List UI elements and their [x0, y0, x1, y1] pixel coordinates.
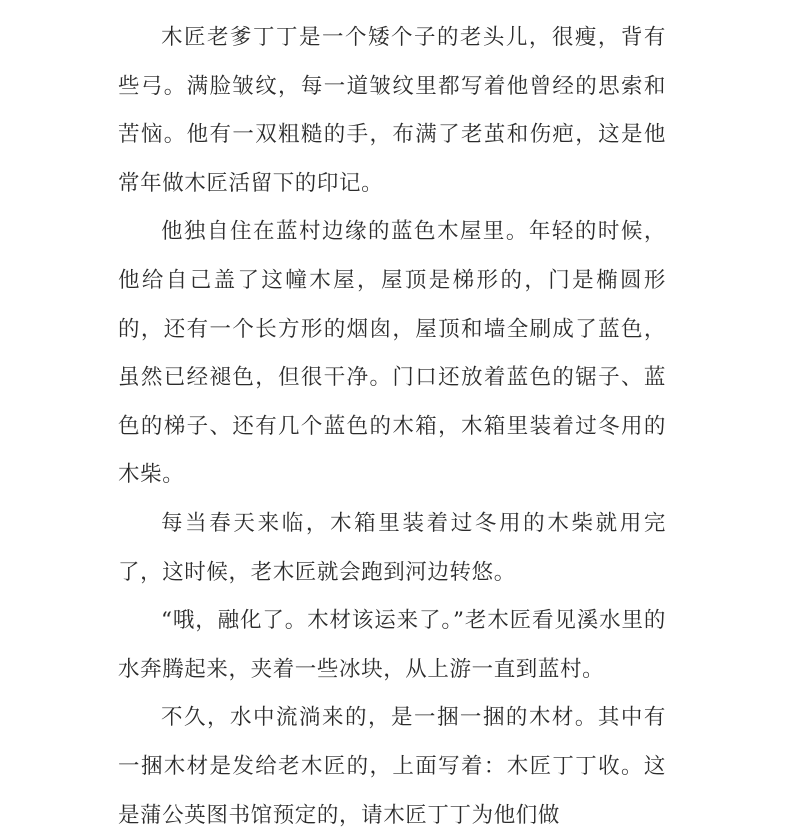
- paragraph-5: 不久，水中流淌来的，是一捆一捆的木材。其中有一捆木材是发给老木匠的，上面写着：木匠丁丁收。这是蒲公英图书馆预定的，请木匠丁丁为他们做: [118, 705, 666, 828]
- paragraph-4: “哦，融化了。木材该运来了。”老木匠看见溪水里的水奔腾起来，夹着一些冰块，从上游一直到蓝村。: [118, 608, 666, 682]
- paragraph-3: 每当春天来临，木箱里装着过冬用的木柴就用完了，这时候，老木匠就会跑到河边转悠。: [118, 510, 666, 585]
- document-page: [118, 14, 666, 840]
- paragraph-2: 他独自住在蓝村边缘的蓝色木屋里。年轻的时候，他给自己盖了这幢木屋，屋顶是梯形的，门是椭圆形的，还有一个长方形的烟囱，屋顶和墙全刷成了蓝色，虽然已经褪色，但很干净。门口还放着蓝色的锯子、蓝色的梯子、还有几个蓝色的木箱，木箱里装着过冬用的木柴。: [118, 219, 666, 488]
- paragraph-1: 木匠老爹丁丁是一个矮个子的老头儿，很瘦，背有些弓。满脸皱纹，每一道皱纹里都写着他曾经的思索和苦恼。他有一双粗糙的手，布满了老茧和伤疤，这是他常年做木匠活留下的印记。: [118, 25, 666, 196]
